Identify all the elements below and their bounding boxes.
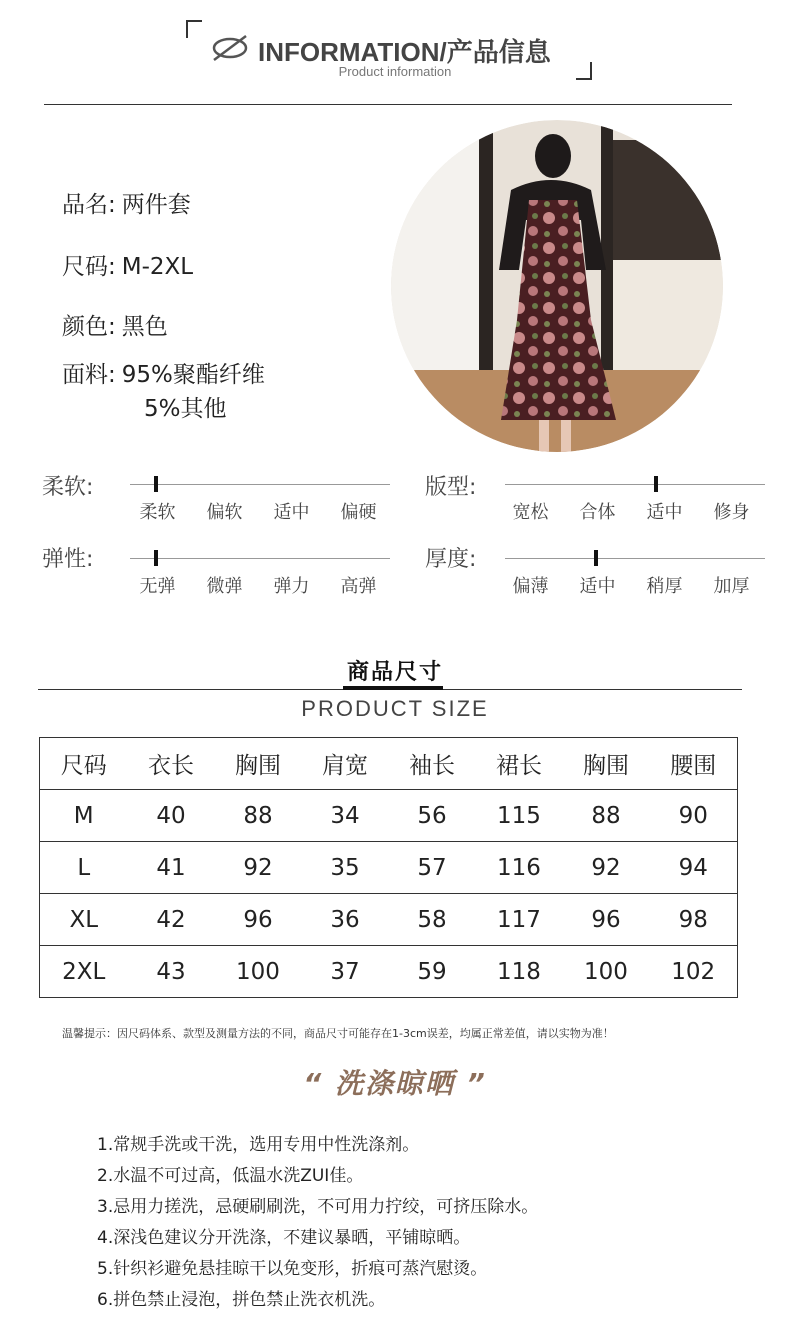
washing-title: “ 洗涤晾晒 ”: [303, 1067, 487, 1100]
size-header-cell: 裙长: [475, 738, 562, 790]
product-color-value: 黑色: [121, 314, 168, 340]
product-name-row: [62, 186, 191, 219]
softness-indicator: [154, 476, 158, 492]
product-size-value: M-2XL: [121, 254, 194, 280]
table-row: [40, 894, 738, 946]
thickness-indicator: [594, 550, 598, 566]
product-color-label: 颜色:: [62, 314, 116, 340]
softness-option: 偏硬: [340, 502, 377, 523]
product-fabric-row: [62, 356, 265, 389]
size-cell: 98: [649, 894, 737, 946]
size-header-cell: 尺码: [40, 738, 128, 790]
fit-options: [497, 498, 765, 524]
fit-indicator: [654, 476, 658, 492]
thickness-option: 加厚: [713, 576, 750, 597]
hanger-icon: [208, 34, 252, 62]
corner-bracket-bottom-right: [576, 62, 592, 80]
table-row: [40, 946, 738, 998]
size-cell: 34: [301, 790, 388, 842]
size-cell: 42: [127, 894, 214, 946]
size-cell: 40: [127, 790, 214, 842]
size-cell: 100: [562, 946, 649, 998]
size-cell: 92: [214, 842, 301, 894]
fit-option: 修身: [713, 502, 750, 523]
size-cell: 116: [475, 842, 562, 894]
fit-option: 合体: [579, 502, 616, 523]
product-fabric-label: 面料:: [62, 362, 116, 388]
elasticity-option: 高弹: [340, 576, 377, 597]
size-title-cn: 商品尺寸: [346, 659, 443, 685]
product-fabric-value-2: 5%其他: [144, 396, 227, 422]
size-cell: 100: [214, 946, 301, 998]
fit-option: 适中: [646, 502, 683, 523]
size-cell: 58: [388, 894, 475, 946]
list-item: 2.水温不可过高，低温水洗ZUI佳。: [97, 1166, 364, 1186]
fit-label: 版型:: [425, 475, 477, 500]
size-table-header: [40, 738, 738, 790]
size-table: [39, 737, 738, 998]
product-name-value: 两件套: [121, 192, 191, 218]
elasticity-option: 弹力: [273, 576, 310, 597]
list-item: 6.拼色禁止浸泡，拼色禁止洗衣机洗。: [97, 1290, 386, 1310]
size-cell: 90: [649, 790, 737, 842]
thickness-option: 偏薄: [512, 576, 549, 597]
info-header: [0, 0, 790, 110]
size-cell: L: [40, 842, 128, 894]
product-size-label: 尺码:: [62, 254, 116, 280]
size-header-cell: 胸围: [214, 738, 301, 790]
size-header-cell: 胸围: [562, 738, 649, 790]
elasticity-label: 弹性:: [42, 547, 94, 572]
size-cell: 94: [649, 842, 737, 894]
softness-track: [130, 484, 390, 485]
product-color-row: [62, 308, 168, 341]
elasticity-option: 微弹: [206, 576, 243, 597]
size-header-cell: 衣长: [127, 738, 214, 790]
size-cell: XL: [40, 894, 128, 946]
washing-list: [97, 1130, 538, 1316]
header-divider: [44, 104, 732, 105]
softness-label: 柔软:: [42, 475, 94, 500]
softness-options: [124, 498, 392, 524]
size-cell: 88: [562, 790, 649, 842]
size-title-en: PRODUCT SIZE: [301, 696, 489, 721]
thickness-option: 稍厚: [646, 576, 683, 597]
softness-option: 偏软: [206, 502, 243, 523]
size-cell: 118: [475, 946, 562, 998]
thickness-label: 厚度:: [425, 547, 477, 572]
table-row: [40, 842, 738, 894]
size-cell: 37: [301, 946, 388, 998]
thickness-options: [497, 572, 765, 598]
size-cell: 117: [475, 894, 562, 946]
corner-bracket-top-left: [186, 20, 202, 38]
size-cell: 41: [127, 842, 214, 894]
size-cell: 92: [562, 842, 649, 894]
table-row: [40, 790, 738, 842]
fit-option: 宽松: [512, 502, 549, 523]
list-item: 3.忌用力搓洗，忌硬刷刷洗，不可用力拧绞，可挤压除水。: [97, 1197, 539, 1217]
size-cell: 96: [562, 894, 649, 946]
header-title: INFORMATION/产品信息: [258, 37, 551, 67]
thickness-option: 适中: [579, 576, 616, 597]
list-item: 1.常规手洗或干洗，选用专用中性洗涤剂。: [97, 1135, 420, 1155]
size-cell: 36: [301, 894, 388, 946]
list-item: 4.深浅色建议分开洗涤，不建议暴晒，平铺晾晒。: [97, 1228, 471, 1248]
elasticity-indicator: [154, 550, 158, 566]
softness-option: 柔软: [139, 502, 176, 523]
elasticity-track: [130, 558, 390, 559]
elasticity-options: [124, 572, 392, 598]
size-header-cell: 袖长: [388, 738, 475, 790]
header-subtitle: Product information: [338, 64, 452, 79]
size-cell: 2XL: [40, 946, 128, 998]
size-cell: 96: [214, 894, 301, 946]
product-name-label: 品名:: [62, 192, 116, 218]
size-header-cell: 肩宽: [301, 738, 388, 790]
elasticity-option: 无弹: [139, 576, 176, 597]
model-photo: [391, 120, 723, 452]
size-cell: M: [40, 790, 128, 842]
softness-option: 适中: [273, 502, 310, 523]
size-cell: 43: [127, 946, 214, 998]
size-cell: 35: [301, 842, 388, 894]
thickness-track: [505, 558, 765, 559]
list-item: 5.针织衫避免悬挂晾干以免变形，折痕可蒸汽慰烫。: [97, 1259, 488, 1279]
size-cell: 59: [388, 946, 475, 998]
size-cell: 88: [214, 790, 301, 842]
size-title-underline: [343, 686, 443, 690]
size-cell: 102: [649, 946, 737, 998]
size-cell: 56: [388, 790, 475, 842]
product-size-row: [62, 248, 193, 281]
fit-track: [505, 484, 765, 485]
size-cell: 57: [388, 842, 475, 894]
size-tip: 温馨提示：因尺码体系、款型及测量方法的不同，商品尺寸可能存在1-3cm误差，均属正常差值，请以实物为准！: [62, 1027, 614, 1040]
product-fabric-value: 95%聚酯纤维: [121, 362, 265, 388]
size-header-cell: 腰围: [649, 738, 737, 790]
size-cell: 115: [475, 790, 562, 842]
